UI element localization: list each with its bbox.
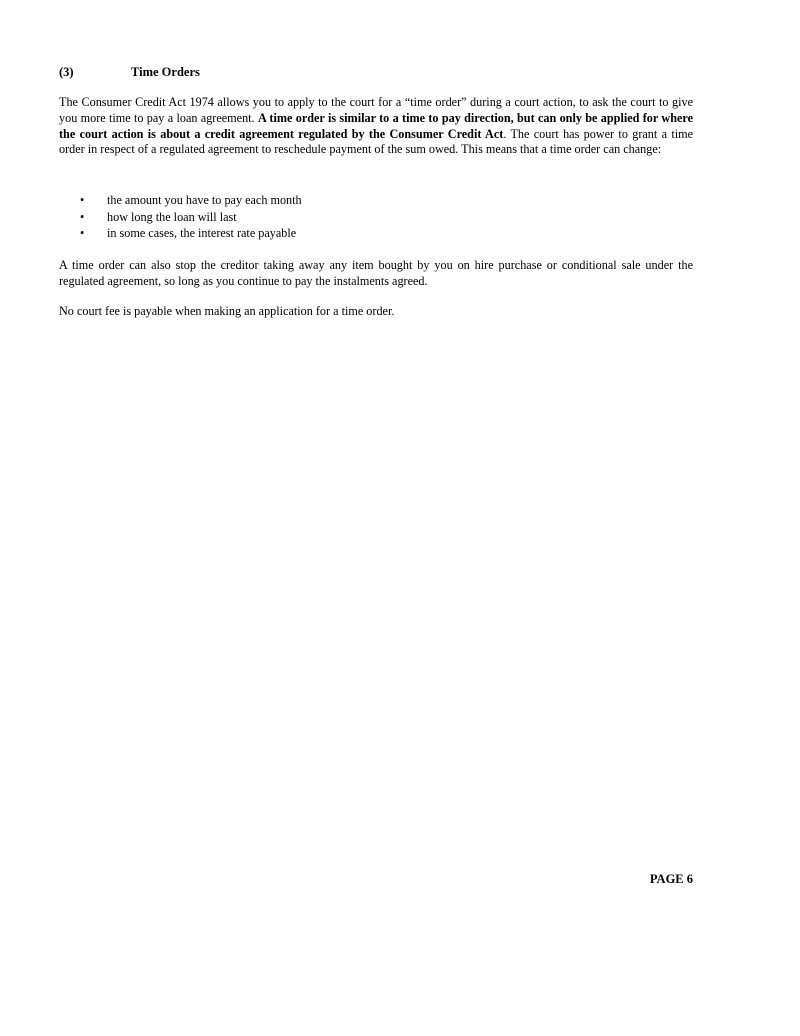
- court-fee-paragraph: No court fee is payable when making an application for a time order.: [59, 304, 395, 318]
- intro-text-start: The Consumer Credit Act 1974 allows you to apply to the court for a “time order” during a court action, to ask the court to give you more time to pay a loan agreement.: [59, 95, 693, 125]
- list-item-text: the amount you have to pay each month: [107, 193, 302, 207]
- page-number: PAGE 6: [649, 872, 693, 886]
- section-title: Time Orders: [131, 65, 200, 79]
- creditor-paragraph: A time order can also stop the creditor taking away any item bought by you on hire purchase or conditional sale under the regulated agreement, so long as you continue to pay the instalments agreed.: [59, 258, 693, 288]
- intro-bold-text: A time order is similar to a time to pay direction, but can only be applied for where the court action is about a credit agreement regulated by the Consumer Credit Act: [59, 110, 694, 141]
- bullet-icon: •: [80, 193, 85, 207]
- list-item: [80, 225, 302, 242]
- change-list: [80, 192, 302, 242]
- section-number: (3): [59, 65, 74, 79]
- bullet-icon: •: [80, 209, 85, 224]
- list-item: [80, 192, 302, 209]
- section-heading: [59, 65, 200, 80]
- list-item-text: in some cases, the interest rate payable: [107, 226, 297, 240]
- intro-text-end: . The court has power to grant a time order in respect of a regulated agreement to reschedule payment of the sum owed. This means that a time order can change:: [59, 126, 693, 157]
- bullet-icon: •: [80, 226, 85, 240]
- intro-paragraph: [59, 95, 693, 158]
- list-item-text: how long the loan will last: [107, 209, 237, 224]
- list-item: [80, 209, 302, 226]
